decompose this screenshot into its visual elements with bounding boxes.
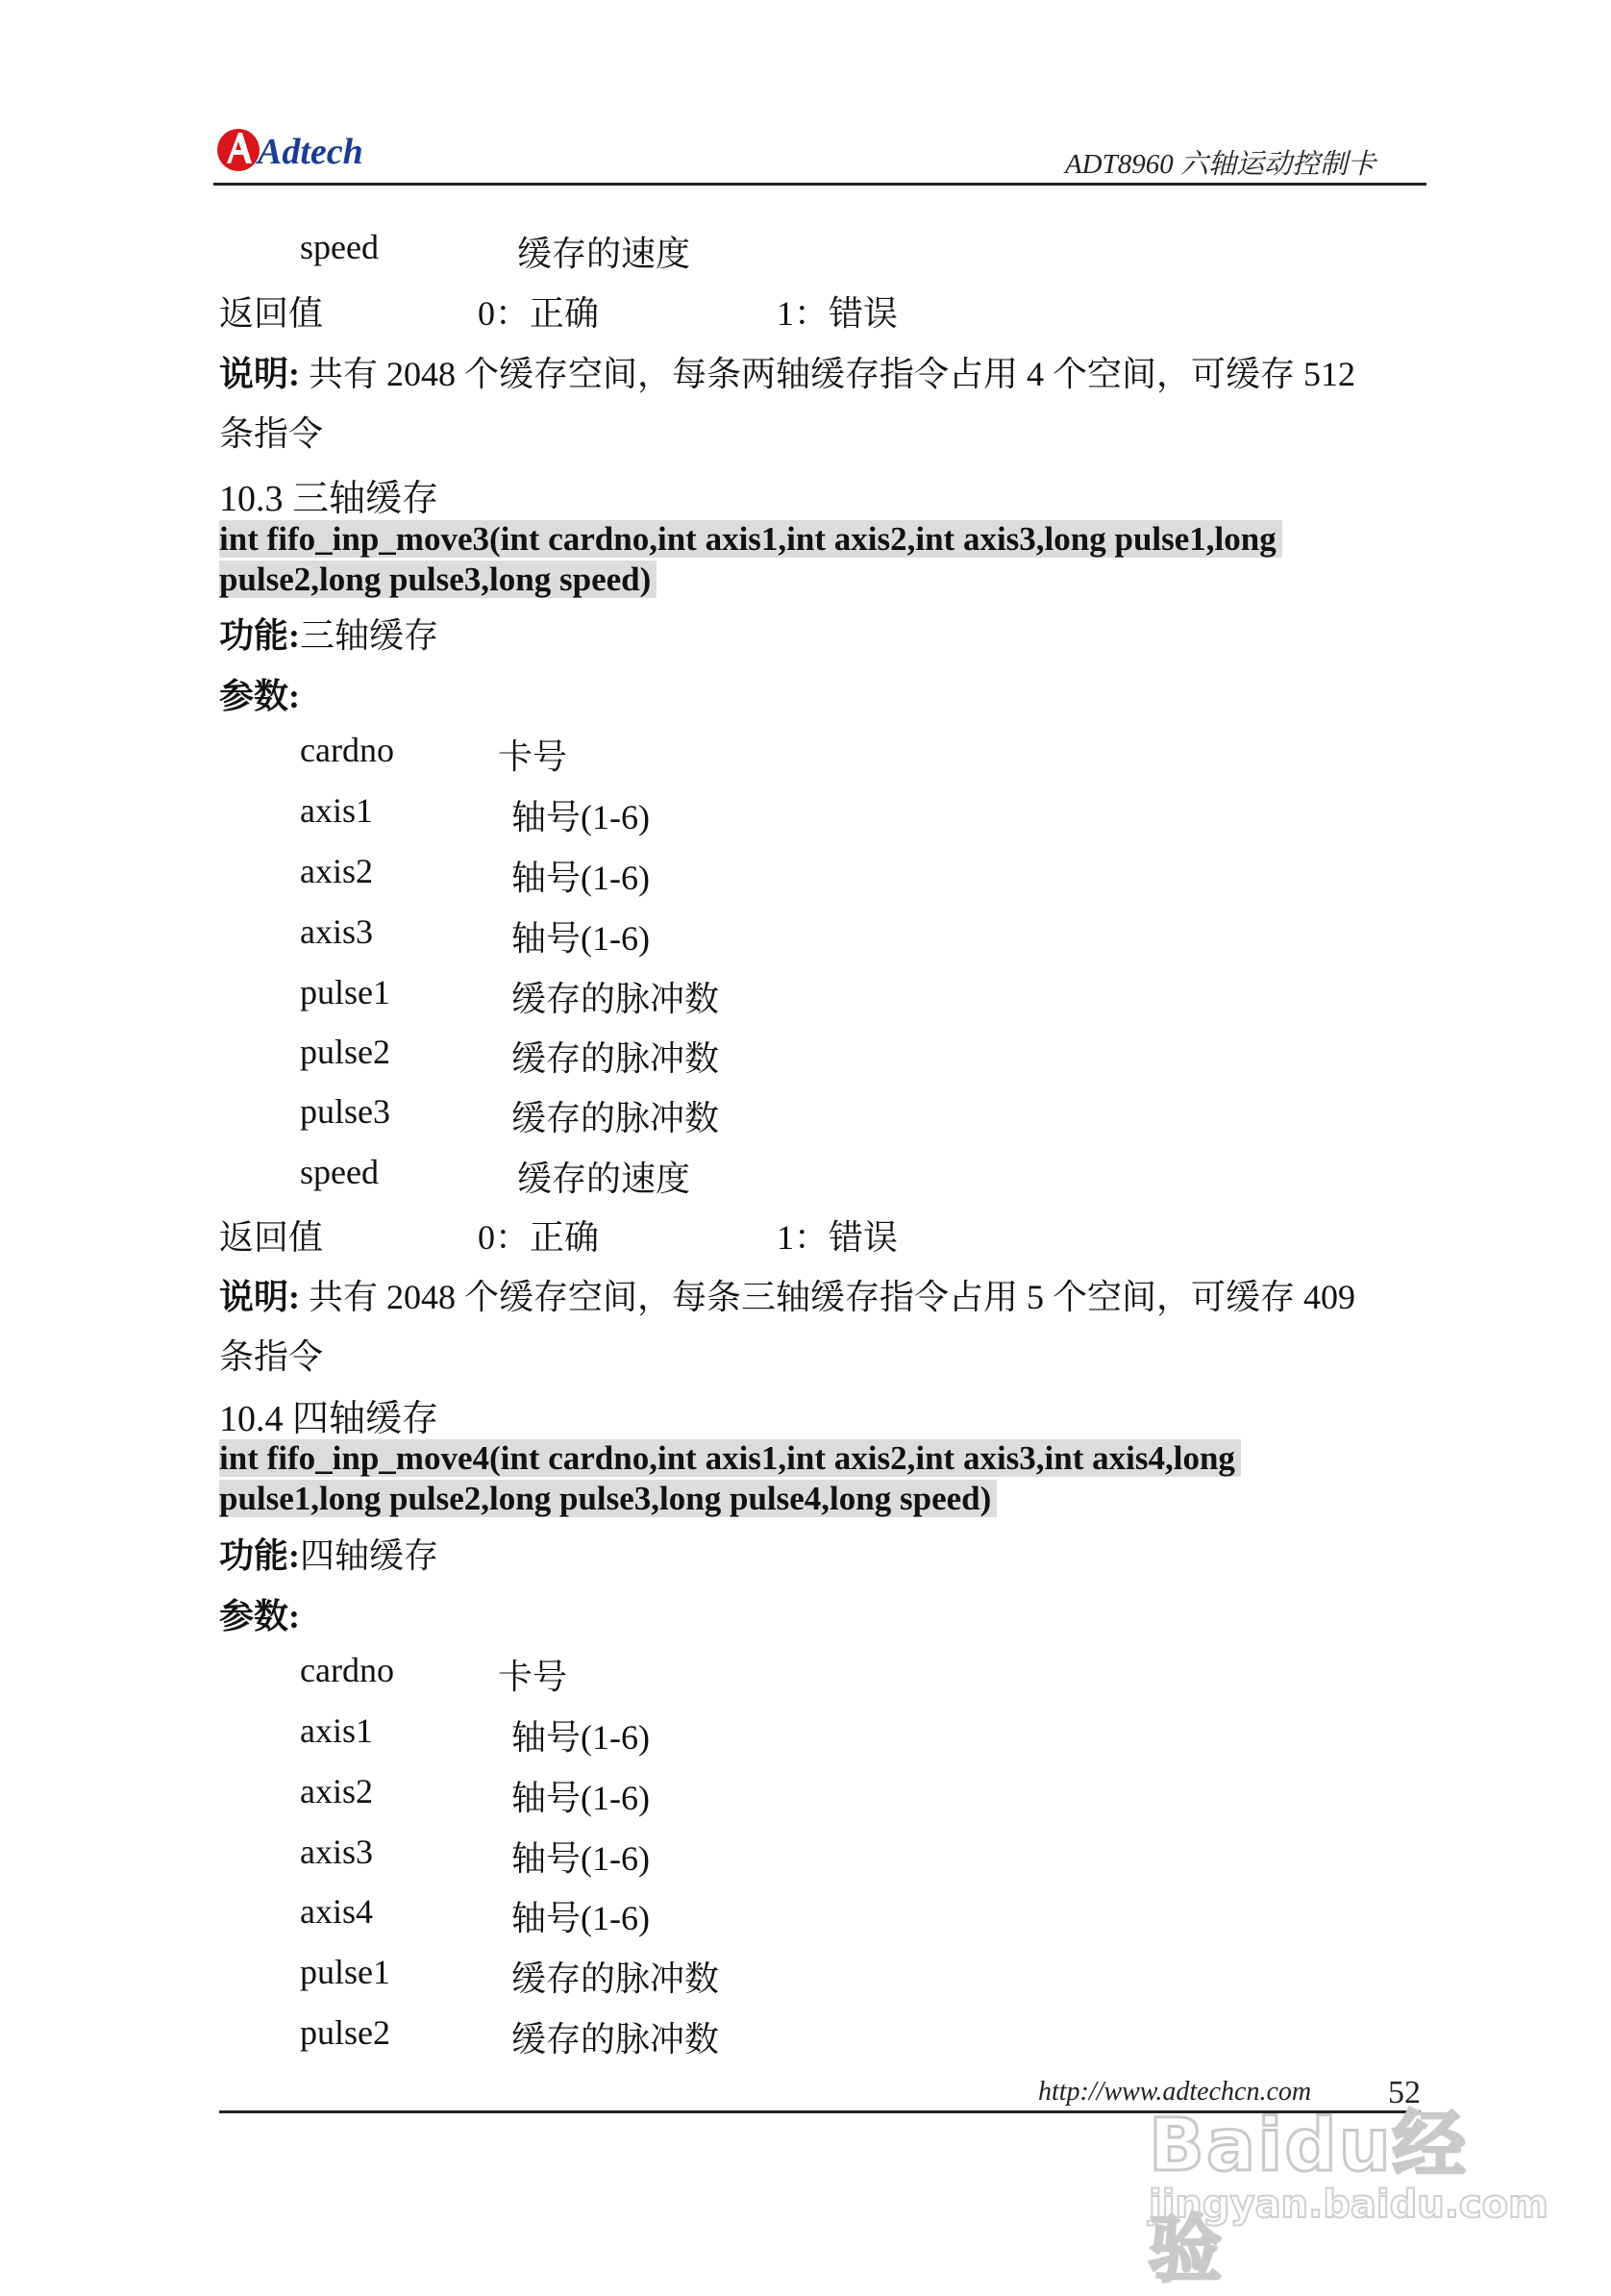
- note-continuation: 条指令: [219, 1337, 324, 1376]
- return-ok: 0：正确: [478, 294, 600, 333]
- note-continuation: 条指令: [219, 414, 324, 453]
- param-desc: 轴号(1-6): [511, 1779, 650, 1817]
- param-name: pulse1: [300, 973, 390, 1011]
- function-line-4: [219, 1529, 438, 1578]
- param-desc: 轴号(1-6): [511, 919, 650, 958]
- baidu-watermark: [1149, 2086, 1549, 2292]
- watermark-sub: jingyan.baidu.com: [1149, 2183, 1549, 2227]
- note-label: 说明:: [219, 1278, 300, 1316]
- signature-line-2: pulse2,long pulse3,long speed): [219, 561, 657, 598]
- footer-divider: [219, 2110, 1421, 2113]
- param-desc: 卡号: [498, 1658, 568, 1696]
- param-name: pulse3: [300, 1092, 390, 1131]
- section-heading-4: 10.4 四轴缓存: [219, 1399, 439, 1439]
- function-label: 功能:: [219, 1536, 300, 1575]
- param-desc: 缓存的速度: [517, 1160, 691, 1198]
- return-label: 返回值: [219, 294, 324, 333]
- page-number: 52: [1388, 2075, 1421, 2110]
- function-signature-3: [219, 519, 1282, 600]
- signature-line-2: pulse1,long pulse2,long pulse3,long pulse4,long speed): [219, 1480, 997, 1517]
- watermark-main: Baidu经验: [1149, 2102, 1468, 2292]
- param-name: pulse2: [300, 2013, 390, 2052]
- param-desc: 轴号(1-6): [511, 798, 650, 836]
- note-paragraph: [219, 347, 1355, 396]
- param-desc: 轴号(1-6): [511, 1899, 650, 1937]
- logo-wordmark: Adtech: [258, 132, 363, 172]
- param-desc: 轴号(1-6): [511, 1718, 650, 1757]
- function-label: 功能:: [219, 616, 300, 655]
- param-name: axis1: [300, 791, 373, 830]
- function-line-3: [219, 609, 438, 658]
- section-heading-3: 10.3 三轴缓存: [219, 479, 439, 519]
- param-name: axis2: [300, 852, 373, 890]
- param-name-speed: speed: [300, 228, 379, 266]
- params-label-4: 参数:: [219, 1597, 300, 1635]
- function-text: 三轴缓存: [300, 616, 439, 655]
- param-desc: 缓存的脉冲数: [511, 1959, 720, 1998]
- param-name: pulse2: [300, 1033, 390, 1071]
- param-desc: 缓存的脉冲数: [511, 1099, 720, 1137]
- param-desc: 卡号: [498, 737, 568, 776]
- note-label: 说明:: [219, 355, 300, 393]
- adtech-logo: [215, 125, 369, 175]
- param-name: axis2: [300, 1772, 373, 1810]
- param-name: axis3: [300, 1833, 373, 1871]
- signature-line-1: int fifo_inp_move3(int cardno,int axis1,int axis2,int axis3,long pulse1,long: [219, 520, 1282, 558]
- param-desc: 缓存的脉冲数: [511, 980, 720, 1018]
- header-title: ADT8960 六轴运动控制卡: [1064, 149, 1376, 180]
- function-text: 四轴缓存: [300, 1536, 439, 1575]
- param-name: axis3: [300, 912, 373, 951]
- return-ok: 0：正确: [478, 1218, 600, 1257]
- note-text: 共有 2048 个缓存空间，每条三轴缓存指令占用 5 个空间，可缓存 409: [300, 1278, 1356, 1316]
- return-error: 1：错误: [777, 294, 899, 333]
- note-paragraph: [219, 1270, 1355, 1319]
- signature-line-1: int fifo_inp_move4(int cardno,int axis1,int axis2,int axis3,int axis4,long: [219, 1439, 1241, 1477]
- param-name: cardno: [300, 731, 394, 769]
- param-name: pulse1: [300, 1953, 390, 1991]
- param-desc: 轴号(1-6): [511, 859, 650, 897]
- return-error: 1：错误: [777, 1218, 899, 1257]
- param-desc: 缓存的脉冲数: [511, 2020, 720, 2059]
- function-signature-4: [219, 1438, 1241, 1519]
- header-divider: [213, 183, 1426, 186]
- param-name: axis4: [300, 1892, 373, 1931]
- param-name: speed: [300, 1153, 379, 1191]
- param-desc: 缓存的脉冲数: [511, 1039, 720, 1078]
- footer-url: http://www.adtechcn.com: [1038, 2077, 1312, 2107]
- return-label: 返回值: [219, 1218, 324, 1257]
- param-name: cardno: [300, 1651, 394, 1689]
- note-text: 共有 2048 个缓存空间，每条两轴缓存指令占用 4 个空间，可缓存 512: [300, 355, 1356, 393]
- param-desc: 轴号(1-6): [511, 1839, 650, 1878]
- params-label-3: 参数:: [219, 677, 300, 715]
- param-name: axis1: [300, 1711, 373, 1750]
- param-desc-speed: 缓存的速度: [517, 235, 691, 273]
